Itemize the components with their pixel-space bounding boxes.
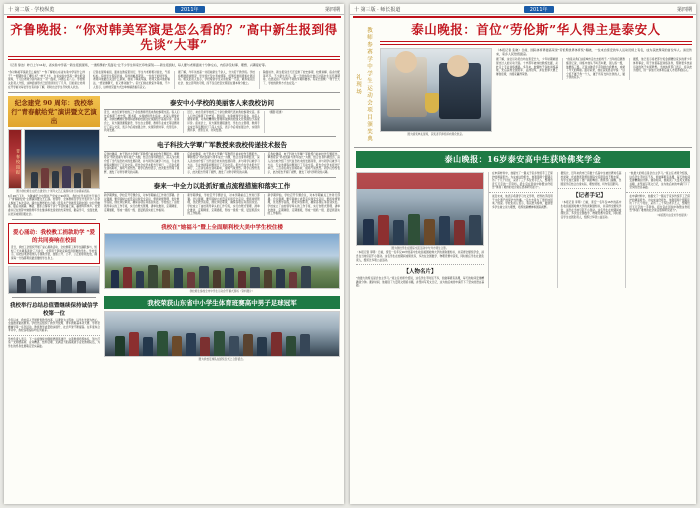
award-photo — [380, 48, 492, 132]
masthead-issue: 第四期 — [324, 7, 340, 13]
block-sports-title: 我校在“她福斗”暨上全面顺利校大美中学生校住楼 — [161, 224, 283, 231]
headline-main-left: 齐鲁晚报：“你对韩美军演是怎么看的？”高中新生报到得先谈“大事” — [10, 22, 338, 52]
block-tech-text-cont2: 应我校邀请，电子科技大学覃广军教授日前来校作专题报告。覃教授以“科技创新与青年成长”为题，结合自身科研经历，深入浅出地介绍了当代信息技术的发展趋势，并与同学们就学习方法、专业选择等问题进行了互动交流。报告会在学术报告厅举行，三百余名师生到场聆听，现场气氛热烈。同学们纷纷表示，此次报告开阔了视野，激发了对科学研究的兴趣。 — [267, 152, 340, 174]
block-study-title: 我校举行总结总值暨继续保持诚信学校第一位 — [9, 302, 98, 317]
sidebar-vertical-text: 教 师 参 赛 学 中 学 生 运 动 会 项 目 颁 奖 典 礼 现 场 — [355, 26, 372, 142]
newspaper-page-right — [350, 4, 696, 504]
masthead-left-text: 十 第二版 · 学校纵览 — [8, 7, 55, 13]
masthead-right-issue: 第四期 — [676, 7, 692, 13]
banner-vertical-text: 青 春 校 园 报 — [16, 148, 21, 174]
harvard-col-b: “他最大的特点是会自主学习。”班主任老师介绍说，这名学生平时话不多，但做事极有条理，每天的时间安排精确到分钟。课余时间，他阅读了大量英文原版书籍，并坚持写英文日记，这为他后来的申请打下了坚实的语言基础。 — [356, 277, 484, 288]
right-body-col-3: 据悉，他已表示将把部分奖金捐赠给家乡的青少年体育事业，用于改善基层训练条件，帮助更多热爱运动的孩子实现梦想。当地体育部门表示，将以此为契机，进一步加大对体育后备人才培养的投入。 — [633, 58, 692, 73]
harvard-col-e: “他最大的特点是会自主学习。”班主任老师介绍说，这名学生平时话不多，但做事极有条理，每天的时间安排精确到分钟。课余时间，他阅读了大量英文原版书籍，并坚持写英文日记，这为他后来的申请打下了坚实的语言基础。 — [629, 172, 691, 190]
block-love-title: 爱心涌动：我校教工捐款助学 “爱的共同奏响在校园 — [12, 230, 96, 245]
block-plan-text-cont: 新学期伊始，学校召开专题会议，对本学期重点工作进行部署。会议强调，要牢固树立质量意识和安全意识，狠抓常规管理，优化教学流程，细化岗位职责，确保各项任务落到实处。学校成立了由校领导牵头的工作专班，实行台账式管理、清单化推进，定期调度、定期通报，形成一级抓一级、层层抓落实的工作格局。 — [187, 194, 260, 216]
harvard-photo — [356, 172, 484, 246]
block-visit-caption: （摄影 报道） — [267, 111, 285, 115]
block-tech-title: 电子科技大学覃广军教授来我校传递技术报告 — [157, 140, 287, 149]
headline-rule — [8, 56, 340, 60]
banner-photo-vertical — [8, 129, 22, 189]
newspaper-page-left — [4, 4, 344, 504]
harvard-col-a: （本报记者 李明）日前，泰安一名年仅16岁的高中生收到美国哈佛大学的录取通知书，并获得全额奖学金，消息在当地引起不小轰动。这名学生在校期间成绩优异，多次在全国数学、物理竞赛中获奖，同时担任学生社团负责人，组织过多项公益活动。 — [356, 251, 484, 262]
harvard-col-e2: 在申请材料中，他提交了一篇关于家乡传统手工艺保护的调查报告。为完成这份报告，他利用两个假期走访了十几个村庄，采访了三十多位老手艺人，整理出近五万字的一手资料。招生官在回信中称赞这份报告“体现了难得的社会责任感和研究能力”。 — [629, 194, 691, 213]
divider-red — [7, 16, 341, 18]
football-photo-caption: 图为我校足球队在颁奖仪式上合影留念。 — [198, 358, 246, 362]
block-tech-text: 应我校邀请，电子科技大学覃广军教授日前来校作专题报告。覃教授以“科技创新与青年成长”为题，结合自身科研经历，深入浅出地介绍了当代信息技术的发展趋势，并与同学们就学习方法、专业选择等问题进行了互动交流。报告会在学术报告厅举行，三百余名师生到场聆听，现场气氛热烈。同学们纷纷表示，此次报告开阔了视野，激发了对科学研究的兴趣。 — [104, 152, 180, 174]
lead-paragraph-right: （本报记者 张晓）日前，国际体育界最高荣誉“劳伦斯世界体育奖”揭晓，一位来自泰安的华人运动员榜上有名，成为获此殊荣的首位华人。消息传来，家乡人民倍感振奋。 — [496, 48, 692, 57]
award-photo-caption: 图为颁奖典礼现场，获奖者手捧奖杯向观众致意。 — [407, 133, 465, 136]
block-plan-text-cont2: 新学期伊始，学校召开专题会议，对本学期重点工作进行部署。会议强调，要牢固树立质量意识和安全意识，狠抓常规管理，优化教学流程，细化岗位职责，确保各项任务落到实处。学校成立了由校领导牵头的工作专班，实行台账式管理、清单化推进，定期调度、定期通报，形成一级抓一级、层层抓落实的工作格局。 — [267, 194, 340, 216]
block-visit-text: 近日，来自兄弟学校的三十余位教师代表来我校参观交流。客人们先后参观了校史馆、图书馆、实验楼和学生宿舍，并深入课堂听课，对我校精细化管理和浓厚的校园文化氛围给予高度评价。座谈会上，双方围绕课程建设、学生自主管理、教师专业成长等话题进行了深入交流，表示今后将加强合作，实现资源共享、优势互补、共同发展。 — [104, 111, 180, 133]
masthead-right — [350, 4, 696, 15]
body-col-3: 据了解，今年该校高一共招收新生千余人，分为若干教学班。学校将根据面谈情况、学生特长及中考成绩等，统筹安排班级和社团活动。相关负责人表示，学校希望学生从进校第一天起，就养成关注社会、独立思考的习惯，而不仅仅把目光停留在课本和分数上。 — [178, 71, 255, 85]
harvard-col-d: 据统计，近年来我市已有数十名高中生被世界知名高校录取，优质教育资源和国际交流项目的不断丰富，为学生成长提供了更广阔的舞台。教育部门提醒，出国留学应结合自身实际，理性规划，切勿盲目跟风。 — [560, 172, 622, 186]
harvard-col-d2: （本报记者 李明）日前，泰安一名年仅16岁的高中生收到美国哈佛大学的录取通知书，并获得全额奖学金，消息在当地引起不小轰动。这名学生在校期间成绩优异，多次在全国数学、物理竞赛中获奖，同时担任学生社团负责人，组织过多项公益活动。 — [560, 201, 622, 219]
harvard-sub-2: 【记者手记】 — [573, 193, 607, 200]
headline-main-right: 泰山晚报：首位“劳伦斯”华人得主是泰安人 — [411, 22, 661, 37]
concert-photo — [24, 129, 100, 189]
block-concert-title: 纪念建党 90 周年：我校举行“青春献给党”演讲暨文艺演出 — [8, 96, 100, 127]
right-body-col-1: 据了解，这位运动员自幼在泰安长大，少年时期就展现出过人的运动天赋。十岁那年被体校教练发掘，从此走上专业训练道路。多年来，他辗转于各地训练基地，先后获得全国冠军、亚洲冠军，并在世界大赛上屡创佳绩，为国家赢得荣誉。 — [496, 58, 558, 76]
football-photo — [104, 311, 340, 357]
harvard-note: （本版图片由受访学校提供） — [655, 213, 690, 217]
masthead-right-year: 2011年 — [524, 6, 554, 13]
harvard-col-c2: 谈及未来，他表示希望学习交叉学科，把科技手段用于文化遗产的保护与传播。“走出去是为了更好地回来。”他说。学校负责人表示，将以此为榜样，鼓励更多学生树立远大理想，培养创新精神和国际视野。 — [492, 194, 553, 209]
section-divider — [8, 92, 340, 93]
love-photo — [8, 266, 100, 294]
lead-paragraph-left: （记者 徐洁）昨日上午11时，省实验中学高一新生报到现场，一道特殊的“见面礼”让不少学生和家长印象深刻——新生报到时，每人要与老师面谈十分钟左右，内容涉及时事、理想、兴趣爱好等。 — [8, 63, 268, 67]
masthead-year: 2011年 — [175, 6, 205, 13]
sports-photo — [104, 233, 340, 289]
block-football-title: 我校荣获山东省中小学生体育班赛高中男子足球冠军 — [104, 296, 340, 309]
divider-red-right — [353, 16, 693, 18]
harvard-sub-1: 【人物名片】 — [403, 269, 437, 276]
right-body-col-2: “他是从我们这座城市走出去的孩子。”当年的启蒙教练回忆说，训练中他从不叫苦叫累，别人练一组，他要练三组。正是这种近乎苛刻的自我要求，成就了今天的辉煌。面对荣誉，他在获奖感言中说：“这个奖不属于我一个人，属于所有支持过我的人，属于我的家乡。” — [566, 58, 625, 80]
body-col-1: “你对韩美军演是怎么看的？”“你了解的山东省实验中学是什么样子？”“假期你读了哪些书？”昨天上午，在省实验中学高一新生报到现场，十几位老师分别与新生一对一面谈，问题五花八门。学校相关负责人介绍，这种面谈形式已经连续进行了几年，目的是让老师在开学前对每位学生有初步了解，同时也让学生尽快进入状态。 — [8, 71, 85, 89]
concert-photo-caption: 图为我校师生在纪念建党九十周年文艺汇演现场进行诗朗诵表演。 — [16, 190, 92, 194]
block-plan-text: 新学期伊始，学校召开专题会议，对本学期重点工作进行部署。会议强调，要牢固树立质量意识和安全意识，狠抓常规管理，优化教学流程，细化岗位职责，确保各项任务落到实处。学校成立了由校领导牵头的工作专班，实行台账式管理、清单化推进，定期调度、定期通报，形成一级抓一级、层层抓落实的工作格局。 — [104, 194, 180, 212]
block-tech-text-cont: 应我校邀请，电子科技大学覃广军教授日前来校作专题报告。覃教授以“科技创新与青年成长”为题，结合自身科研经历，深入浅出地介绍了当代信息技术的发展趋势，并与同学们就学习方法、专业选择等问题进行了互动交流。报告会在学术报告厅举行，三百余名师生到场聆听，现场气氛热烈。同学们纷纷表示，此次报告开阔了视野，激发了对科学研究的兴趣。 — [187, 152, 260, 174]
sports-photo-caption: 我校师生参加全市中学生运动会开幕式现场（资料图片） — [189, 289, 255, 293]
block-love-text: 近日，我校工会组织开展了爱心捐助活动，全校教职工和学生踊跃参与，短短三天共募集善款三万余元，全部用于资助家庭经济困难的学生。学校表示，将把这笔款项纳入专项助学金，按照公开、公平、公正的原则发放，确保每一分钱都用到最需要的学生身上。 — [11, 246, 97, 260]
block-harvard-title: 泰山晚报：16岁泰安高中生获哈佛奖学金 — [356, 151, 690, 168]
harvard-photo-caption: 图为我校学生在国际交流活动中与外方师生合影。 — [391, 247, 449, 250]
harvard-col-c: 在申请材料中，他提交了一篇关于家乡传统手工艺保护的调查报告。为完成这份报告，他利用两个假期走访了十几个村庄，采访了三十多位老手艺人，整理出近五万字的一手资料。招生官在回信中称赞这份报告“体现了难得的社会责任感和研究能力”。 — [492, 172, 553, 190]
block-visit-text-cont: 近日，来自兄弟学校的三十余位教师代表来我校参观交流。客人们先后参观了校史馆、图书馆、实验楼和学生宿舍，并深入课堂听课，对我校精细化管理和浓厚的校园文化氛围给予高度评价。座谈会上，双方围绕课程建设、学生自主管理、教师专业成长等话题进行了深入交流，表示今后将加强合作，实现资源共享、优势互补、共同发展。 — [187, 111, 260, 133]
body-col-4: 除面谈外，新生报到当天还安排了校史参观、校规讲解、宿舍分配等环节。不少新生表示，第一天的体验让他们对高中生活充满期待，也感受到了与初中不同的节奏和要求。有家长感慨：“孩子长大了，学校的教育方式也在变。” — [263, 71, 340, 85]
block-study-text: 今年以来，我校深入开展教育教学改革，以课堂为主阵地，以学生发展为核心，全面推进素质教育。学校先后组织了教学开放周、青年教师基本功大赛、学科竞赛辅导等一系列活动，教育教学质量稳步提升，社会声誉不断提高。在年度综合考评中，我校各项指标均名列前茅。 — [8, 318, 100, 333]
block-study-text2: 学校负责人表示，下一步将继续加强师德师风建设，完善教师培养体系，努力打造一支师德高尚、业务精湛、结构合理、充满活力的高素质专业化教师队伍，为学生的终身发展奠定坚实基础。 — [8, 337, 100, 349]
masthead-left — [4, 4, 344, 15]
body-col-2: 记者在现场看到，面谈在教室里进行，学生与老师相对而坐，气氛轻松。有的学生侃侃而谈，有的则略显紧张。一位姓王的同学说，老师问他最近关注什么新闻，他谈了韩美军演，老师又追问他的看法，“感觉像聊天，但又得动脑子”。家长们则在教室外等候，不少人表示，这样的见面方式比单纯填表格有意义。 — [93, 71, 170, 89]
concert-text: 6月28日下午，为隆重纪念中国共产党成立90周年，我校在学术报告厅举行了“青春献给党”主题演讲暨文艺汇演。校领导、全体教师及学生代表共计八百余人参加了本次活动。演出在激昂的大合唱《没有共产党就没有新中国》中拉开帷幕，随后诗朗诵、舞蹈、器乐合奏等十余个节目轮番上演，赢得阵阵掌声。校党委书记在致辞中勉励青年学生继承和发扬党的光荣传统，勤奋学习，全面发展，以优异成绩回报社会。 — [8, 194, 100, 216]
block-visit-title: 泰安中小学校的美丽客人来我校访问 — [170, 99, 274, 108]
block-plan-title: 泰来一中全力以赴抓好重点流程措施和落实工作 — [153, 182, 291, 191]
masthead-right-text: 十 第三版 · 师长报道 — [354, 7, 401, 13]
